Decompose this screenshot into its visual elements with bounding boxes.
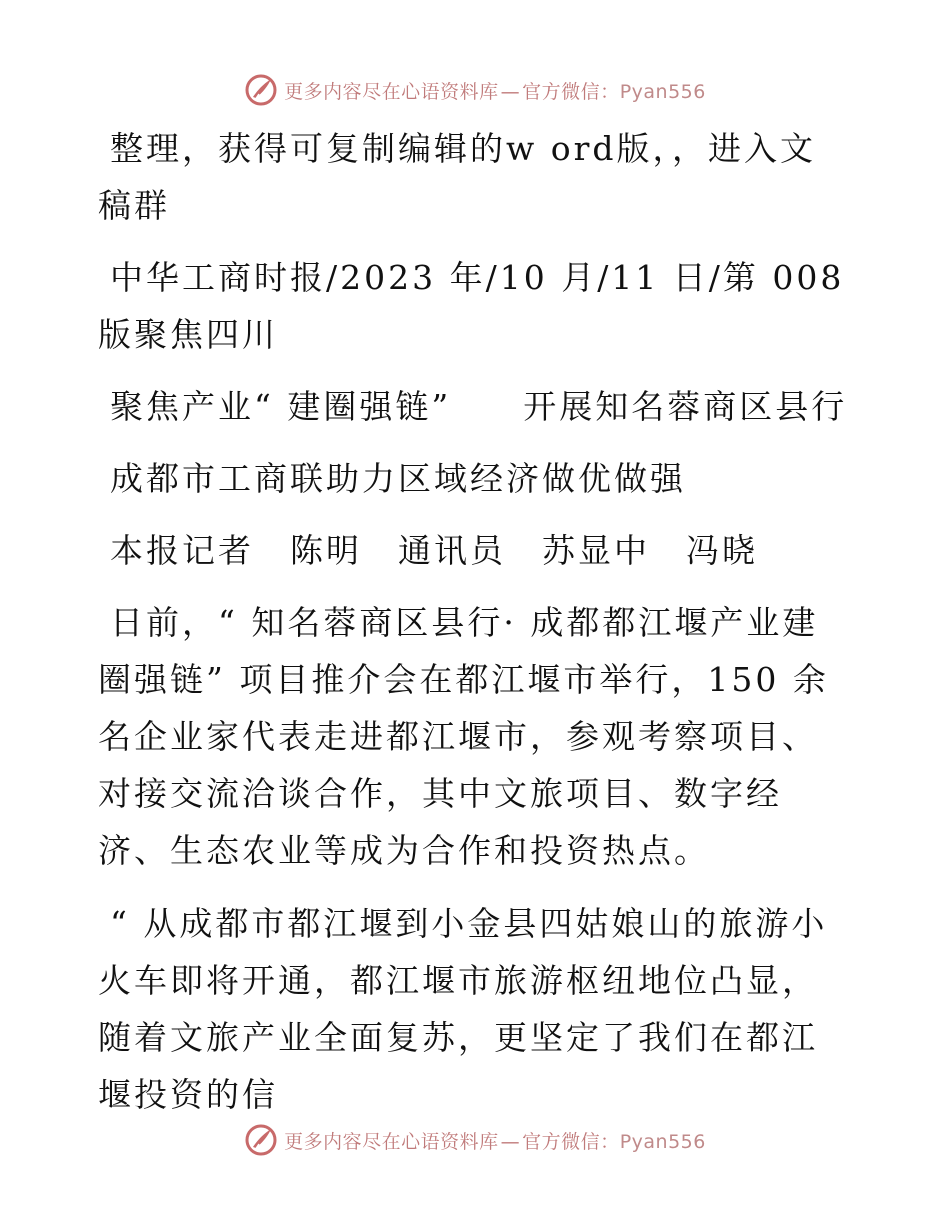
article-headline: 聚焦产业“ 建圈强链” 开展知名蓉商区县行	[110, 387, 848, 426]
watermark-text: 更多内容尽在心语资料库 — 官方微信：Pyan556	[284, 80, 706, 103]
article-byline: 本报记者 陈明 通讯员 苏显中 冯晓	[110, 531, 758, 570]
paragraph-intro: 整理，获得可复制编辑的w ord版，，进入文稿群	[98, 129, 817, 225]
footer-watermark	[0, 1120, 950, 1160]
header-watermark	[0, 70, 950, 110]
article-subheadline: 成都市工商联助力区域经济做优做强	[110, 459, 686, 498]
paragraph-source: 中华工商时报/2023 年/10 月/11 日/第 008 版聚焦四川	[98, 258, 845, 354]
wechat-id: Pyan556	[619, 1130, 706, 1153]
quill-logo-icon	[244, 1123, 278, 1157]
quill-logo-icon	[244, 73, 278, 107]
paragraph-body-2: “ 从成都市都江堰到小金县四姑娘山的旅游小火车即将开通，都江堰市旅游枢纽地位凸显，随着文旅产业全面复苏，更坚定了我们在都江堰投资的信	[98, 904, 828, 1114]
paragraph-body-1: 日前，“ 知名蓉商区县行· 成都都江堰产业建圈强链” 项目推介会在都江堰市举行，150 余名企业家代表走进都江堰市，参观考察项目、对接交流洽谈合作，其中文旅项目、数字经济、生态农业等成为合作和投资热点。	[98, 603, 829, 870]
watermark-text: 更多内容尽在心语资料库 — 官方微信：Pyan556	[284, 1130, 706, 1153]
wechat-id: Pyan556	[619, 80, 706, 103]
document-body	[98, 120, 850, 1123]
